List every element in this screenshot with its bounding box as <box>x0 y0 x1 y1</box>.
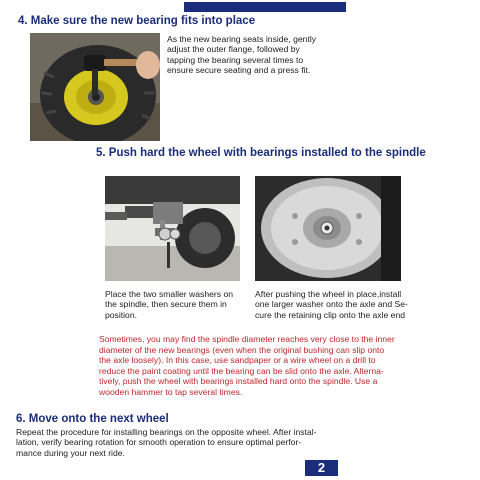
tire-hammer-photo <box>30 33 160 141</box>
section-4-heading: 4. Make sure the new bearing fits into place <box>18 15 256 27</box>
section-4-body <box>167 34 316 76</box>
note-line: the axle loosely). In this case, use sandpaper or a wire wheel on a drill to <box>99 355 376 366</box>
body-line: Repeat the procedure for installing bearings on the opposite wheel. After instal- <box>16 427 317 437</box>
caption-line: Place the two smaller washers on <box>105 289 234 299</box>
body-line: ensure secure seating and a press fit. <box>167 65 311 76</box>
warning-note <box>99 334 395 398</box>
section-6-heading: 6. Move onto the next wheel <box>16 413 169 425</box>
body-line: lation, verify bearing rotation for smooth operation to ensure optimal perfor- <box>16 437 302 448</box>
section-6-body <box>16 427 317 458</box>
caption-line: cure the retaining clip onto the axle end <box>255 309 406 320</box>
note-line: reduce the paint coating until the bearing can be slid onto the axle. Alterna- <box>99 365 384 376</box>
caption-line: After pushing the wheel in place,install <box>255 289 402 299</box>
note-line: Sometimes, you may find the spindle diameter reaches very close to the inner <box>99 334 395 344</box>
body-line: tapping the bearing several times to <box>167 54 304 65</box>
spindle-washers-photo <box>105 176 240 281</box>
section-5-heading: 5. Push hard the wheel with bearings installed to the spindle <box>96 147 426 159</box>
caption-line: the spindle, then secure them in <box>105 299 227 310</box>
caption-line: position. <box>105 309 138 320</box>
note-line: diameter of the new bearings (even when the original bushing can slip onto <box>99 344 385 355</box>
caption-line: one larger washer onto the axle and Se- <box>255 299 408 310</box>
body-line: mance during your next ride. <box>16 447 125 458</box>
note-line: wooden hammer to tap several times. <box>99 386 243 397</box>
note-line: tively, push the wheel with bearings installed hard onto the spindle. Use a <box>99 376 378 387</box>
right-photo-caption <box>255 289 408 320</box>
body-line: adjust the outer flange, followed by <box>167 44 300 55</box>
header-bar <box>184 2 346 12</box>
wheel-installed-photo <box>255 176 401 281</box>
body-line: As the new bearing seats inside, gently <box>167 34 317 44</box>
left-photo-caption <box>105 289 233 320</box>
page-number-badge: 2 <box>305 460 338 476</box>
